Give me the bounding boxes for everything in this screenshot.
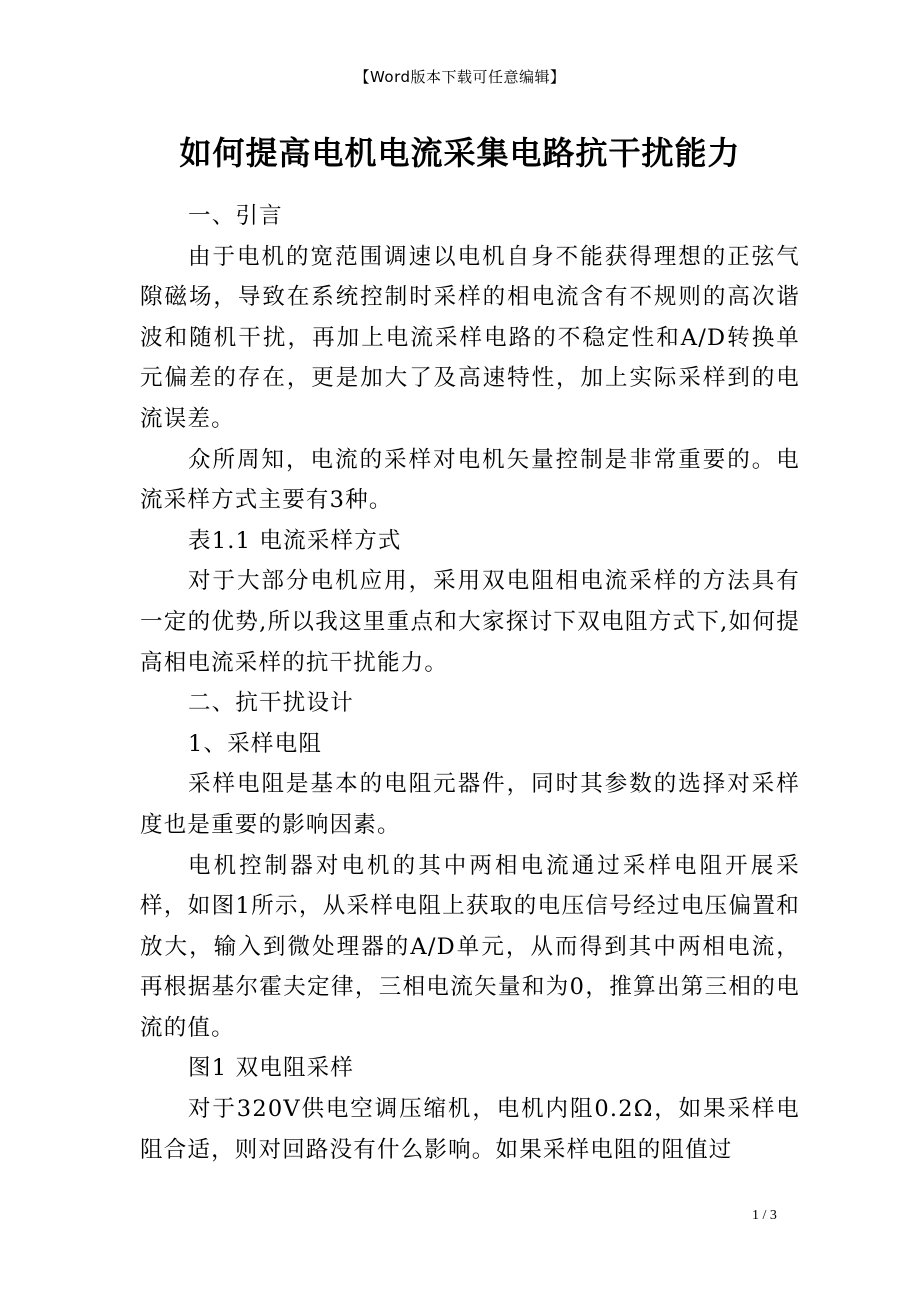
section-heading-anti-interference: 二、抗干扰设计 — [188, 690, 354, 717]
paragraph: 众所周知，电流的采样对电机矢量控制是非常重要的。电流采样方式主要有3种。 — [140, 446, 800, 514]
table-caption: 表1.1 电流采样方式 — [188, 527, 402, 554]
download-note: 【Word版本下载可任意编辑】 — [354, 68, 566, 86]
subsection-heading-sampling-resistor: 1、采样电阻 — [188, 730, 323, 757]
section-heading-introduction: 一、引言 — [188, 203, 283, 229]
document-body — [140, 196, 800, 1170]
document-title: 如何提高电机电流采集电路抗干扰能力 — [179, 134, 741, 172]
paragraph: 电机控制器对电机的其中两相电流通过采样电阻开展采样，如图1所示，从采样电阻上获取的电压信号经过电压偏置和放大，输入到微处理器的A/D单元，从而得到其中两相电流，再根据基尔霍夫定律，三相电流矢量和为0，推算出第三相的电流的值。 — [140, 852, 800, 1041]
paragraph: 对于320V供电空调压缩机，电机内阻0.2Ω，如果采样电阻合适，则对回路没有什么影响。如果采样电阻的阻值过 — [140, 1096, 800, 1163]
paragraph: 由于电机的宽范围调速以电机自身不能获得理想的正弦气隙磁场，导致在系统控制时采样的相电流含有不规则的高次谐波和随机干扰，再加上电流采样电路的不稳定性和A/D转换单元偏差的存在，更是加大了及高速特性，加上实际采样到的电流误差。 — [140, 243, 800, 432]
page-number: 1 / 3 — [752, 1208, 777, 1223]
paragraph: 采样电阻是基本的电阻元器件，同时其参数的选择对采样度也是重要的影响因素。 — [140, 771, 800, 838]
paragraph: 对于大部分电机应用，采用双电阻相电流采样的方法具有一定的优势,所以我这里重点和大家探讨下双电阻方式下,如何提高相电流采样的抗干扰能力。 — [140, 568, 800, 676]
figure-caption: 图1 双电阻采样 — [188, 1055, 355, 1082]
